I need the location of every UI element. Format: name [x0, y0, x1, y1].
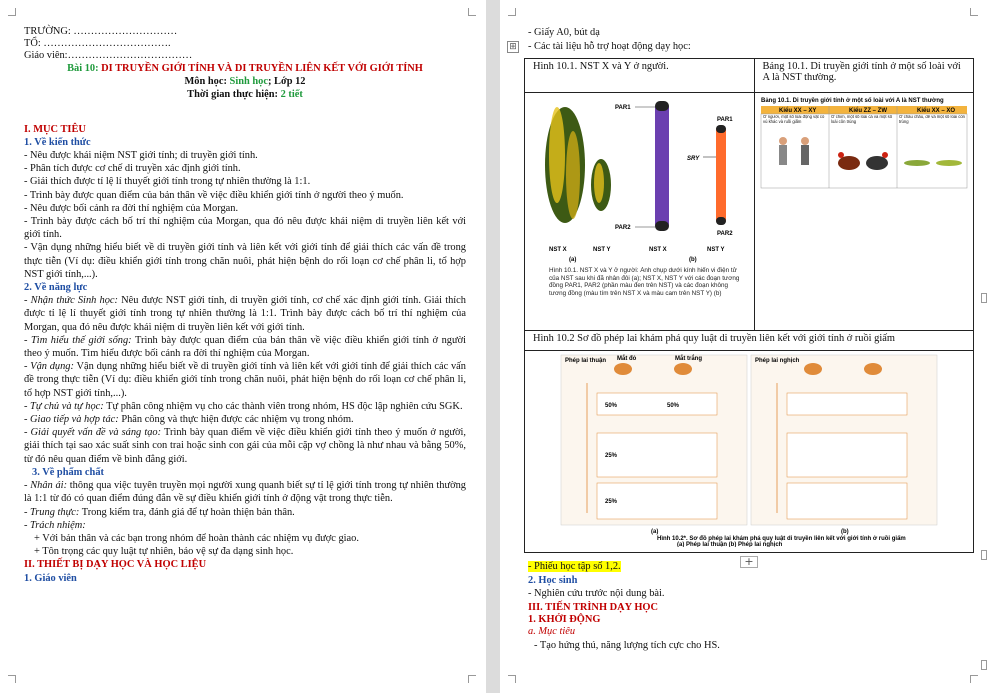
label-nst-y-a: NST Y [593, 247, 611, 253]
subject-label: Môn học: [184, 76, 227, 88]
teacher-line: Giáo viên:……………………………… [24, 50, 193, 61]
sex-determination-table-figure [757, 95, 971, 191]
page-side-marker [981, 293, 987, 303]
table-fig-col: Kiểu ZZ – ZW [848, 108, 887, 114]
table-fig-col: Kiểu XX – XO [916, 108, 955, 114]
figure-10-1-cell [525, 93, 755, 331]
cross-diagram-figure [527, 353, 971, 547]
subject-value: Sinh học [229, 76, 268, 88]
grade-value: ; Lớp 12 [267, 76, 306, 88]
corner-mark [970, 8, 978, 16]
page-gap [486, 0, 500, 693]
fly-red-eye-icon [864, 363, 882, 375]
lesson-number: Bài 10: [67, 63, 99, 74]
label-50-percent: 50% [605, 403, 618, 409]
knowledge-item: - Trình bày được quan điểm của bản thân về việc điều khiển giới tính ở người theo ý muốn. [24, 189, 404, 201]
subsection-ability: 2. Về năng lực [24, 282, 88, 294]
label-par1-y: PAR1 [717, 117, 733, 123]
chromosome-x-diagram [655, 101, 669, 231]
knowledge-item: - Phân tích được cơ chế di truyền xác định giới tính. [24, 163, 241, 175]
knowledge-item: - Nêu được bối cảnh ra đời thí nghiệm của Morgan. [24, 202, 239, 214]
figure-table-10-1-cell [754, 93, 974, 331]
knowledge-item: - Vận dụng những hiểu biết về di truyền giới tính và liên kết với giới tính để giải thích các vấn đề trong thực tiễn (Ví dụ: điều khiển giới tính trong chăn nuôi, phát hiện bệnh do rối loạn cơ chế phân li, tổ hợp NST giới tính,...). [24, 242, 466, 280]
goal-text: - Tạo hứng thú, năng lượng tích cực cho HS. [534, 639, 720, 651]
table-fig-row: Ở châu chấu, dế và một số loài côn trùng [898, 115, 965, 124]
label-panel-a: (a) [651, 529, 659, 535]
resource-table [524, 58, 974, 553]
subject-line [24, 75, 466, 88]
label-mat-do: Mắt đỏ [617, 356, 637, 362]
ability-item: - Giao tiếp và hợp tác: Phân công và thực hiện được các nhiệm vụ trong nhóm. [24, 414, 354, 426]
chromosome-figure [527, 95, 751, 325]
label-phep-lai-thuan: Phép lai thuận [565, 358, 607, 364]
corner-mark [468, 8, 476, 16]
figure-10-1-caption: Hình 10.1. NST X và Y ở người: Ảnh chụp dưới kính hiển vi điện tử của NST sau khi đã nhân đôi (a); NST X, NST Y với các đoạn tương đồng PAR1, PAR2 (phần màu đen trên NST) và các đoạn không tương đồng (màu tím trên NST X và màu cam trên NST Y) (b) [549, 267, 740, 297]
group-line: TỔ: ………………………………. [24, 38, 171, 49]
knowledge-item: - Trình bày được cách bố trí thí nghiệm của Morgan, qua đó nêu được khái niệm di truyền liên kết với giới tính. [24, 216, 466, 241]
ability-item: - Nhận thức Sinh học: Nêu được NST giới tính, di truyền giới tính, cơ chế xác định giới tính. Giải thích được tỉ lệ lí thuyết giới tính trong tự nhiên thường là 1:1. Trình bày được cách bố trí thí nghiệm của Morgan, qua đó nêu được khái niệm di truyền liên kết với giới tính. [24, 295, 466, 333]
label-a: (a) [569, 257, 577, 263]
subsection-knowledge: 1. Về kiến thức [24, 136, 91, 148]
quality-item: - Trách nhiệm: [24, 519, 86, 531]
time-label: Thời gian thực hiện: [187, 89, 278, 101]
materials-list [528, 26, 968, 53]
quality-item: - Trung thực: Trong kiểm tra, đánh giá để tự hoàn thiện bản thân. [24, 506, 295, 518]
label-nst-y-b: NST Y [707, 247, 725, 253]
fly-white-eye-icon [804, 363, 822, 375]
ability-item: - Giải quyết vấn đề và sáng tạo: Trình bày quan điểm về việc điều khiển giới tính theo ý muốn ở người, giải thích tại sao xác suất sinh con trai hoặc sinh con gái của mỗi cặp vợ chồng là như nhau và bằng 50%, từ đó nêu quan điểm về bình đẳng giới. [24, 427, 466, 465]
section-objectives: I. MỤC TIÊU [24, 123, 86, 135]
label-nst-x-a: NST X [549, 247, 567, 253]
lesson-title [24, 62, 466, 75]
section-equipment: II. THIẾT BỊ DẠY HỌC VÀ HỌC LIỆU [24, 559, 207, 571]
label-mat-trang: Mắt trắng [675, 356, 702, 362]
time-line [24, 88, 466, 101]
subsection-quality: 3. Về phẩm chất [32, 466, 104, 478]
table-move-handle-icon[interactable]: ⊞ [507, 41, 519, 53]
label-sry: SRY [687, 156, 700, 162]
knowledge-item: - Giải thích được tỉ lệ lí thuyết giới tính trong tự nhiên thường là 1:1. [24, 176, 311, 188]
page-side-marker [981, 550, 987, 560]
corner-mark [468, 675, 476, 683]
ability-item: - Vận dụng: Vận dụng những hiểu biết về di truyền giới tính và liên kết với giới tính để giải thích các vấn đề trong thực tiễn (Ví dụ: điều khiển giới tính trong chăn nuôi, phát hiện bệnh do rối loạn cơ chế phân li, tổ hợp NST giới tính,...). [24, 361, 466, 399]
figure-10-2-caption: Hình 10.2*. Sơ đồ phép lai khám phá quy luật di truyền liên kết với giới tính ở ruồi giấm [657, 536, 906, 542]
corner-mark [970, 675, 978, 683]
rooster-icon [838, 152, 888, 170]
right-page-content [528, 560, 968, 652]
document-page-right [500, 0, 987, 693]
chromosome-y-diagram [716, 125, 726, 225]
add-row-button[interactable]: + [740, 556, 758, 568]
label-par1: PAR1 [615, 105, 631, 111]
ability-item: - Tự chủ và tự học: Tự phân công nhiệm vụ cho các thành viên trong nhóm, HS độc lập nghiên cứu SGK. [24, 400, 463, 412]
page-side-marker [981, 660, 987, 670]
label-nst-x-b: NST X [649, 247, 667, 253]
table-fig-row: Ở chim, một số loài cá và một số loài côn trùng [830, 115, 892, 124]
label-b: (b) [689, 257, 697, 263]
grasshopper-icon [904, 160, 962, 166]
figure-10-2-cell [525, 351, 974, 553]
table-cell: Hình 10.1. NST X và Y ở người. [525, 59, 755, 93]
fly-white-eye-icon [674, 363, 692, 375]
knowledge-item: - Nêu được khái niệm NST giới tính; di truyền giới tính. [24, 150, 258, 162]
subsection-teacher: 1. Giáo viên [24, 572, 77, 584]
table-fig-row: Ở người, một số loài động vật có vú khác và ruồi giấm [762, 115, 824, 124]
material-item: - Giấy A0, bút dạ [528, 27, 600, 38]
section-process: III. TIẾN TRÌNH DẠY HỌC [528, 601, 659, 613]
label-25-percent: 25% [605, 499, 618, 505]
subsection-warmup: 1. KHỞI ĐỘNG [528, 614, 601, 625]
lesson-name: DI TRUYỀN GIỚI TÍNH VÀ DI TRUYỀN LIÊN KẾT VỚI GIỚI TÍNH [101, 63, 423, 74]
label-25-percent: 25% [605, 453, 618, 459]
human-figures-icon [779, 137, 809, 165]
ability-item: - Tìm hiểu thế giới sống: Trình bày được quan điểm của bản thân về việc điều khiển giới tính ở người theo ý muốn. Tìm hiểu được bối cảnh ra đời thí nghiệm của Morgan. [24, 334, 466, 360]
time-value: 2 tiết [280, 89, 303, 101]
label-par2: PAR2 [615, 225, 631, 231]
left-page-content [24, 26, 466, 585]
quality-item: - Nhân ái: thông qua việc tuyên truyền mọi người xung quanh biết sự tỉ lệ giới tính trong tự nhiên thường là 1:1 từ đó có quan điểm đúng đắn về sự điều khiển giới tính ở động vật trong thực tiễn. [24, 480, 466, 505]
table-fig-col: Kiểu XX – XY [778, 108, 816, 114]
corner-mark [8, 8, 16, 16]
label-panel-b: (b) [841, 529, 849, 535]
material-item: - Các tài liệu hỗ trợ hoạt động dạy học: [528, 40, 691, 52]
student-task: - Nghiên cứu trước nội dung bài. [528, 588, 665, 599]
worksheet-highlight: - Phiếu học tập số 1,2. [528, 561, 621, 572]
goal-label: a. Mục tiêu [528, 626, 576, 637]
subsection-student: 2. Học sinh [528, 574, 578, 586]
figure-10-2-subcaption: (a) Phép lai thuận (b) Phép lai nghịch [677, 542, 783, 547]
label-par2-y: PAR2 [717, 231, 733, 237]
school-line: TRƯỜNG: ………………………… [24, 26, 178, 37]
corner-mark [8, 675, 16, 683]
document-page-left [0, 0, 486, 693]
corner-mark [508, 675, 516, 683]
corner-mark [508, 8, 516, 16]
responsibility-item: + Tôn trọng các quy luật tự nhiên, bảo vệ sự đa dạng sinh học. [34, 546, 294, 558]
table-cell: Hình 10.2 Sơ đồ phép lai khám phá quy luật di truyền liên kết với giới tính ở ruồi giấm [525, 331, 974, 351]
responsibility-item: + Với bản thân và các bạn trong nhóm để hoàn thành các nhiệm vụ được giao. [34, 532, 359, 544]
label-phep-lai-nghich: Phép lai nghịch [755, 358, 800, 364]
table-fig-title: Bảng 10.1. Di truyền giới tính ở một số loài với A là NST thường [760, 98, 944, 104]
table-cell: Bảng 10.1. Di truyền giới tính ở một số loài với A là NST thường. [754, 59, 974, 93]
fly-red-eye-icon [614, 363, 632, 375]
label-50-percent: 50% [667, 403, 680, 409]
